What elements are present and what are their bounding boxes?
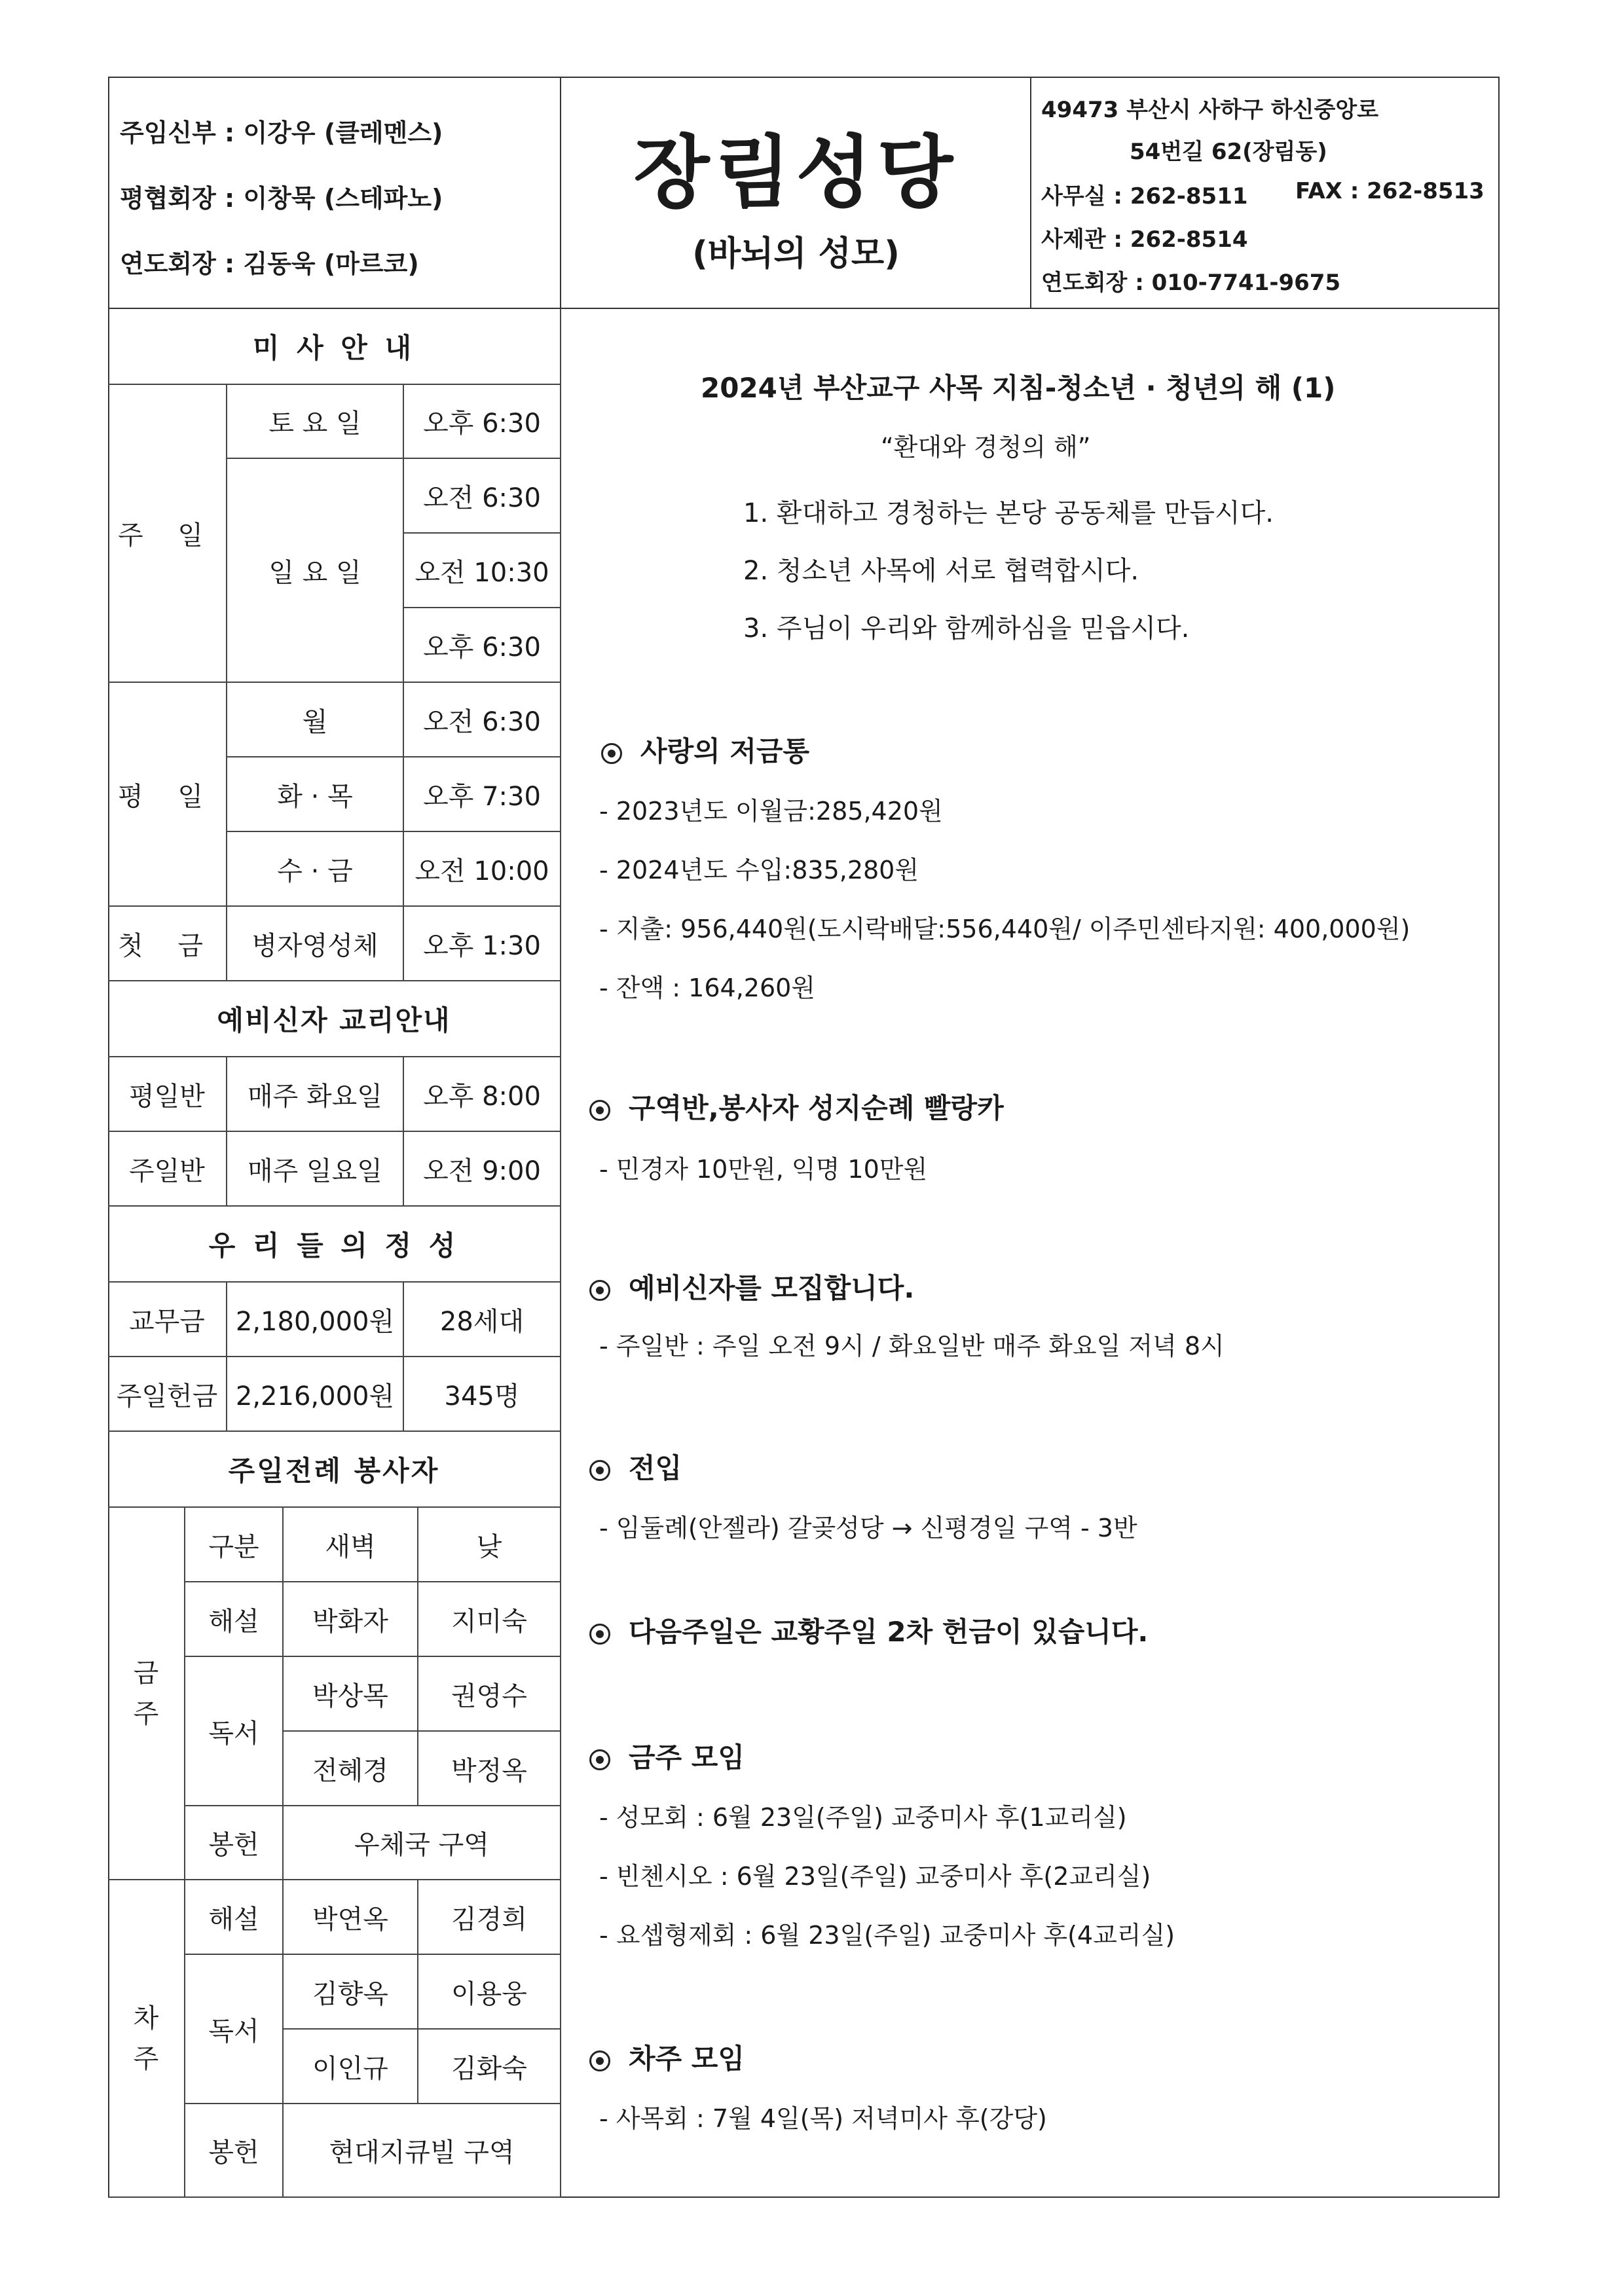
server-name: 박정옥 [418, 1732, 561, 1806]
weekday-day: 월 [227, 683, 404, 757]
notice-line: - 지출: 956,440원(도시락배달:556,440원/ 이주민센타지원: 400,000원) [599, 915, 1411, 943]
pastoral-item: 1. 환대하고 경청하는 본당 공동체를 만듭시다. [743, 498, 1274, 528]
sunday-day-label: 일 요 일 [227, 459, 404, 683]
pastoral-guideline-title: 2024년 부산교구 사목 지침-청소년 · 청년의 해 (1) [701, 372, 1336, 404]
catechumen-class-time: 오후 8:00 [404, 1057, 561, 1132]
notice-line: - 민경자 10만원, 익명 10만원 [599, 1155, 928, 1184]
sunday-mass-time: 오전 10:30 [404, 534, 561, 608]
saturday-label: 토 요 일 [227, 385, 404, 459]
rectory-phone: 사제관 : 262-8514 [1041, 227, 1248, 253]
server-name: 지미숙 [418, 1582, 561, 1657]
role-offertory: 봉헌 [185, 2104, 284, 2198]
server-name: 김경희 [418, 1880, 561, 1955]
pastor-name: 주임신부 : 이강우 (클레멘스) [120, 118, 443, 147]
catechumen-class-time: 오전 9:00 [404, 1132, 561, 1207]
weekday-time: 오후 7:30 [404, 757, 561, 832]
first-friday-day: 병자영성체 [227, 907, 404, 981]
notice-title: 차주 모임 [629, 2043, 745, 2075]
notice-title: 전입 [629, 1452, 682, 1484]
notice-line: - 잔액 : 164,260원 [599, 974, 816, 1002]
offering-section-title: 우 리 들 의 정 성 [108, 1207, 561, 1283]
pastoral-item: 3. 주님이 우리와 함께하심을 믿읍시다. [743, 613, 1190, 644]
notice-line: - 성모회 : 6월 23일(주일) 교중미사 후(1교리실) [599, 1803, 1127, 1832]
notice-title: 금주 모임 [629, 1741, 745, 1774]
first-friday-label: 첫 금 [108, 907, 227, 981]
catechumen-class-day: 매주 일요일 [227, 1132, 404, 1207]
address-line2: 54번길 62(장림동) [1130, 139, 1327, 165]
offering-amount: 2,216,000원 [227, 1357, 404, 1432]
notice-line: - 2023년도 이월금:285,420원 [599, 797, 943, 826]
sunday-mass-time: 오후 6:30 [404, 608, 561, 683]
catechumen-class-label: 주일반 [108, 1132, 227, 1207]
catechumen-class-day: 매주 화요일 [227, 1057, 404, 1132]
notice-line: - 요셉형제회 : 6월 23일(주일) 교중미사 후(4교리실) [599, 1921, 1175, 1950]
bullet-icon [601, 743, 622, 764]
next-week-label-char: 주 [133, 2043, 159, 2074]
role-reading: 독서 [185, 1657, 284, 1806]
fax-number: FAX : 262-8513 [1295, 178, 1485, 204]
offering-label: 교무금 [108, 1283, 227, 1357]
col-day: 낮 [418, 1508, 561, 1582]
notice-title: 사랑의 저금통 [640, 735, 810, 767]
branch-phone: 연도회장 : 010-7741-9675 [1041, 270, 1341, 296]
notice-heading [601, 730, 809, 769]
server-name: 김향옥 [284, 1955, 418, 2030]
sunday-label: 주 일 [108, 385, 227, 683]
sunday-mass-time: 오전 6:30 [404, 459, 561, 534]
server-name: 박화자 [284, 1582, 418, 1657]
first-friday-time: 오후 1:30 [404, 907, 561, 981]
server-name: 전혜경 [284, 1732, 418, 1806]
role-commentary: 해설 [185, 1582, 284, 1657]
server-name: 박연옥 [284, 1880, 418, 1955]
weekday-day: 수 · 금 [227, 832, 404, 907]
offering-label: 주일헌금 [108, 1357, 227, 1432]
office-phone: 사무실 : 262-8511 [1041, 183, 1248, 210]
this-week-label-char: 금 [133, 1658, 159, 1688]
offering-count: 28세대 [404, 1283, 561, 1357]
server-name: 이인규 [284, 2030, 418, 2104]
offertory-zone: 현대지큐빌 구역 [284, 2104, 561, 2198]
notice-heading [589, 1267, 914, 1306]
saturday-mass-time: 오후 6:30 [404, 385, 561, 459]
server-name: 이용웅 [418, 1955, 561, 2030]
bullet-icon [589, 1624, 610, 1645]
offering-amount: 2,180,000원 [227, 1283, 404, 1357]
notice-line: - 임둘례(안젤라) 갈곶성당 → 신평경일 구역 - 3반 [599, 1514, 1137, 1542]
notice-line: - 주일반 : 주일 오전 9시 / 화요일반 매주 화요일 저녁 8시 [599, 1332, 1225, 1360]
role-commentary: 해설 [185, 1880, 284, 1955]
bullet-icon [589, 1280, 610, 1301]
this-week-label [108, 1508, 185, 1880]
council-president: 평협회장 : 이창묵 (스테파노) [120, 184, 443, 213]
next-week-label-char: 차 [133, 2003, 159, 2033]
col-dawn: 새벽 [284, 1508, 418, 1582]
pastoral-item: 2. 청소년 사목에 서로 협력합시다. [743, 556, 1139, 586]
address-line1: 49473 부산시 사하구 하신중앙로 [1041, 97, 1379, 123]
header-right-divider [1030, 77, 1031, 309]
weekday-time: 오전 6:30 [404, 683, 561, 757]
bullet-icon [589, 1460, 610, 1481]
catechumen-class-label: 평일반 [108, 1057, 227, 1132]
notice-title: 예비신자를 모집합니다. [629, 1272, 915, 1304]
notice-heading [589, 1611, 1148, 1650]
this-week-label-char: 주 [133, 1698, 159, 1729]
weekday-time: 오전 10:00 [404, 832, 561, 907]
branch-president: 연도회장 : 김동욱 (마르코) [120, 249, 419, 278]
offertory-zone: 우체국 구역 [284, 1806, 561, 1880]
mass-section-title: 미 사 안 내 [108, 309, 561, 385]
bullet-icon [589, 1749, 610, 1770]
notice-line: - 사목회 : 7월 4일(목) 저녁미사 후(강당) [599, 2104, 1047, 2133]
offering-count: 345명 [404, 1357, 561, 1432]
notice-line: - 2024년도 수입:835,280원 [599, 856, 919, 884]
weekday-day: 화 · 목 [227, 757, 404, 832]
role-reading: 독서 [185, 1955, 284, 2104]
next-week-label [108, 1880, 185, 2198]
bullet-icon [589, 1100, 610, 1121]
church-patron: (바뇌의 성모) [692, 234, 900, 274]
notice-line: - 빈첸시오 : 6월 23일(주일) 교중미사 후(2교리실) [599, 1862, 1151, 1891]
bullet-icon [589, 2050, 610, 2071]
col-gubun: 구분 [185, 1508, 284, 1582]
notice-heading [589, 1087, 1004, 1126]
catechumen-section-title: 예비신자 교리안내 [108, 981, 561, 1057]
notice-heading [589, 1736, 745, 1776]
server-name: 박상목 [284, 1657, 418, 1732]
server-name: 김화숙 [418, 2030, 561, 2104]
notice-title: 다음주일은 교황주일 2차 헌금이 있습니다. [629, 1616, 1149, 1648]
pastoral-guideline-subtitle: “환대와 경청의 해” [881, 433, 1091, 462]
servers-section-title: 주일전례 봉사자 [108, 1432, 561, 1508]
church-name: 장림성당 [633, 128, 959, 219]
notice-heading [589, 1447, 682, 1486]
role-offertory: 봉헌 [185, 1806, 284, 1880]
server-name: 권영수 [418, 1657, 561, 1732]
notice-title: 구역반,봉사자 성지순례 빨랑카 [629, 1092, 1004, 1124]
notice-heading [589, 2037, 745, 2077]
weekday-label: 평 일 [108, 683, 227, 907]
